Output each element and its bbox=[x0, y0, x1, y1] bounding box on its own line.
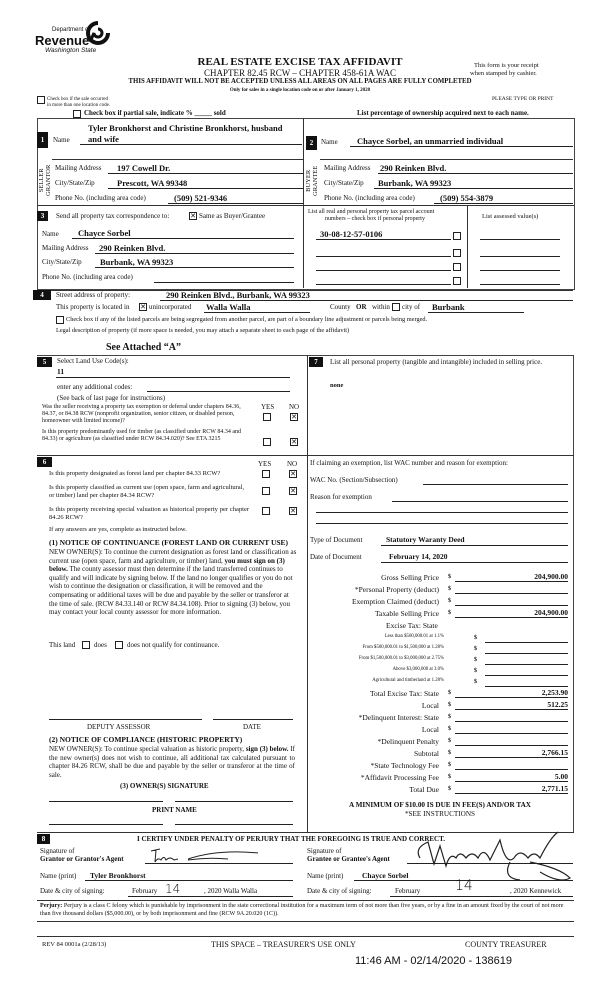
tax-row-label: Local bbox=[421, 725, 439, 734]
does-label: does bbox=[94, 641, 107, 649]
logo-mark-icon bbox=[85, 20, 111, 46]
see-attached: See Attached “A” bbox=[106, 342, 181, 353]
seller-phone-value[interactable]: (509) 521-9346 bbox=[174, 193, 228, 203]
tax-row-label: Gross Selling Price bbox=[381, 573, 439, 582]
section-badge-6: 6 bbox=[37, 457, 52, 467]
or-label: OR bbox=[356, 303, 367, 311]
perjury-top-rule bbox=[37, 900, 574, 901]
perjury-notice bbox=[40, 903, 574, 919]
currency-symbol: $ bbox=[448, 574, 451, 580]
treasurer-use-label: THIS SPACE – TREASURER'S USE ONLY bbox=[211, 940, 356, 949]
multi-location-label-1: Check box if the sale occurred bbox=[47, 97, 108, 102]
segregated-label: Check box if any of the listed parcels are being segregated from another parcel, are part of a boundary line adjustment or parcels being merged. bbox=[66, 316, 428, 323]
notice1-text-a: NEW OWNER(S): To continue the current designation as forest land or classification as current use (open space, farm and agriculture, or timber) land, bbox=[49, 548, 297, 565]
current-use-yes-checkbox[interactable] bbox=[262, 487, 270, 495]
print-name-line[interactable] bbox=[175, 824, 293, 825]
land-use-label: Select Land Use Code(s): bbox=[57, 357, 129, 365]
forest-land-question: Is this property designated as forest land per chapter 84.33 RCW? bbox=[49, 470, 221, 477]
form-number: REV 84 0001a (2/28/13) bbox=[42, 941, 107, 948]
grantee-date-month[interactable]: February bbox=[395, 887, 421, 895]
corr-mailing-value[interactable]: 290 Reinken Blvd. bbox=[99, 243, 166, 253]
parcel-line bbox=[316, 284, 451, 285]
wac-label: WAC No. (Section/Subsection) bbox=[310, 476, 398, 484]
buyer-city-label: City/State/Zip bbox=[324, 179, 364, 187]
seller-row-divider bbox=[52, 159, 303, 160]
currency-symbol: $ bbox=[474, 668, 477, 674]
section-badge-7: 7 bbox=[309, 357, 323, 367]
city-value[interactable]: Burbank bbox=[432, 302, 465, 312]
forest-no-checkbox[interactable]: ✕ bbox=[290, 470, 296, 478]
section3-divider bbox=[37, 205, 574, 206]
grantor-name-label: Name (print) bbox=[40, 872, 77, 880]
buyer-name-value[interactable]: Chayce Sorbel, an unmarried individual bbox=[357, 136, 504, 146]
currency-symbol: $ bbox=[448, 726, 451, 732]
deputy-assessor-label: DEPUTY ASSESSOR bbox=[87, 723, 151, 731]
county-label: County bbox=[330, 303, 351, 311]
historical-yes-checkbox[interactable] bbox=[262, 507, 270, 515]
form-warning: THIS AFFIDAVIT WILL NOT BE ACCEPTED UNLESS ALL AREAS ON ALL PAGES ARE FULLY COMPLETED bbox=[128, 78, 472, 85]
county-treasurer-label: COUNTY TREASURER bbox=[465, 940, 547, 949]
owner-signature-line[interactable] bbox=[49, 801, 163, 802]
currency-symbol: $ bbox=[474, 679, 477, 685]
buyer-phone-label: Phone No. (including area code) bbox=[324, 194, 415, 202]
section-badge-1: 1 bbox=[37, 132, 48, 148]
q2-yes-checkbox[interactable] bbox=[263, 438, 271, 446]
see-instructions-note: *SEE INSTRUCTIONS bbox=[404, 810, 476, 818]
grantor-date-month[interactable]: February bbox=[132, 887, 158, 895]
buyer-mailing-value[interactable]: 290 Reinken Blvd. bbox=[380, 163, 447, 173]
additional-codes-underline bbox=[147, 391, 290, 392]
seller-name-line1[interactable]: Tyler Bronkhorst and Christine Bronkhorst, husband bbox=[88, 123, 283, 133]
currency-symbol: $ bbox=[448, 598, 451, 604]
exemption-intro: If claiming an exemption, list WAC number and reason for exemption: bbox=[310, 459, 508, 467]
section-badge-3: 3 bbox=[37, 211, 48, 221]
grantor-sig-of: Signature of bbox=[40, 847, 75, 855]
seller-name-line2[interactable]: and wife bbox=[88, 134, 119, 144]
grantor-name-underline bbox=[85, 880, 293, 881]
tax-row-label: Agricultural and timberland at 1.28% bbox=[372, 678, 444, 683]
parcel-number[interactable]: 30-08-12-57-0106 bbox=[320, 229, 383, 239]
certify-statement: I CERTIFY UNDER PENALTY OF PERJURY THAT THE FOREGOING IS TRUE AND CORRECT. bbox=[137, 835, 446, 843]
seller-mailing-value[interactable]: 197 Cowell Dr. bbox=[117, 163, 171, 173]
grantor-agent-label: Grantor or Grantor's Agent bbox=[40, 855, 124, 863]
personal-property-label: List all personal property (tangible and intangible) included in selling price. bbox=[330, 358, 543, 366]
buyer-phone-underline bbox=[434, 203, 573, 204]
grantee-sig-of: Signature of bbox=[307, 847, 342, 855]
q1-yes-checkbox[interactable] bbox=[263, 413, 271, 421]
seller-city-label: City/State/Zip bbox=[55, 179, 95, 187]
currency-symbol: $ bbox=[448, 786, 451, 792]
doc-type-label: Type of Document bbox=[310, 536, 363, 544]
assessed-line bbox=[480, 256, 560, 257]
form-title: REAL ESTATE EXCISE TAX AFFIDAVIT bbox=[197, 56, 403, 68]
assessed-line bbox=[480, 284, 560, 285]
notice2-text-b: If the new owner(s) does not wish to continue, all additional tax calculated pursuant to chapter 84.26 RCW, shall be due and payable by the seller or transferor at the time of sale. bbox=[49, 745, 296, 779]
tax-row-line bbox=[455, 793, 568, 794]
corr-city-value[interactable]: Burbank, WA 99323 bbox=[100, 257, 174, 267]
doc-date-underline bbox=[381, 562, 568, 563]
seller-side-label-2: GRANTOR bbox=[44, 164, 52, 196]
corr-name-label: Name bbox=[42, 230, 59, 238]
does-not-label: does not qualify for continuance. bbox=[127, 641, 220, 649]
grantee-agent-label: Grantee or Grantee's Agent bbox=[307, 855, 390, 863]
street-underline bbox=[160, 300, 573, 301]
tax-row-line bbox=[455, 617, 568, 618]
tax-row-line bbox=[455, 757, 568, 758]
tax-row-label: From $500,000.01 to $1,500,000 at 1.28% bbox=[362, 645, 444, 650]
q2-no-checkbox[interactable]: ✕ bbox=[291, 438, 297, 446]
currency-symbol: $ bbox=[448, 738, 451, 744]
buyer-city-value[interactable]: Burbank, WA 99323 bbox=[378, 178, 452, 188]
minimum-due-note: A MINIMUM OF $10.00 IS DUE IN FEE(S) AND/OR TAX bbox=[349, 801, 531, 809]
grantee-signature[interactable] bbox=[410, 828, 575, 883]
tax-row-label: From $1,500,000.01 to $3,000,000 at 2.75% bbox=[358, 656, 444, 661]
excise-heading: Excise Tax: State bbox=[386, 621, 438, 630]
tax-row-line bbox=[455, 781, 568, 782]
currency-symbol: $ bbox=[474, 646, 477, 652]
print-name-label: PRINT NAME bbox=[152, 806, 197, 814]
section6-rule bbox=[37, 455, 574, 456]
unincorporated-label: unincorporated bbox=[149, 303, 192, 311]
city-checkbox[interactable] bbox=[392, 303, 400, 311]
parcel-line bbox=[316, 239, 451, 240]
city-underline bbox=[428, 312, 524, 313]
currency-symbol: $ bbox=[448, 774, 451, 780]
tax-row-label: *State Technology Fee bbox=[370, 761, 439, 770]
notice1-text-b: The county assessor must then determine if the land transferred continues to qualify and will indicate by signing below. If the land no longer qualifies or you do not wish to continue the designation or classification, it will be removed and the compensating or additional taxes will be due and payable by the seller or transferor at the time of sale. (RCW 84.33.140 or RCW 84.34.108). Prior to signing (3) below, you may contact your local county assessor for more information. bbox=[49, 565, 293, 617]
grantee-date-underline bbox=[390, 896, 573, 897]
print-name-line[interactable] bbox=[49, 824, 163, 825]
partial-sale-label: Check box if partial sale, indicate % _____ sold bbox=[84, 109, 226, 117]
tax-row-line bbox=[455, 605, 568, 606]
assessed-line bbox=[480, 239, 560, 240]
no-header: NO bbox=[287, 460, 298, 468]
tax-row-value[interactable]: 2,253.90 bbox=[541, 688, 568, 697]
exemption-question: Was the seller receiving a property tax exemption or deferral under chapters 84.36, 84.37, or 84.38 RCW (nonprofit organization, senior citizen, or disabled person, homeowner with limited income)? bbox=[42, 404, 241, 424]
tax-row-value[interactable]: 2,771.15 bbox=[541, 784, 568, 793]
tax-row-label: Local bbox=[421, 701, 439, 710]
personal-property-checkbox[interactable] bbox=[453, 277, 461, 285]
footer-rule bbox=[37, 936, 574, 937]
doc-type-underline bbox=[381, 545, 568, 546]
reason-input[interactable] bbox=[392, 501, 568, 502]
tax-row-line bbox=[455, 581, 568, 582]
tax-row-value[interactable]: 204,900.00 bbox=[534, 608, 568, 617]
buyer-city-underline bbox=[374, 188, 573, 189]
tax-row-label: Taxable Selling Price bbox=[374, 609, 439, 618]
timber-question: Is this property predominantly used for timber (as classified under RCW 84.34 and 84.33) or agriculture (as classified under RCW 84.34.020)? See ETA 3215 bbox=[42, 429, 242, 442]
assessed-line bbox=[480, 270, 560, 271]
tax-row-label: Exemption Claimed (deduct) bbox=[351, 597, 439, 606]
perjury-label: Perjury: bbox=[40, 903, 63, 909]
parcels-header-2: numbers – check box if personal property bbox=[325, 216, 425, 222]
reason-input-line2[interactable] bbox=[316, 512, 568, 513]
seller-side-label-1: SELLER bbox=[38, 168, 45, 193]
currency-symbol: $ bbox=[474, 657, 477, 663]
county-value[interactable]: Walla Walla bbox=[206, 302, 251, 312]
parcel-line bbox=[316, 270, 451, 271]
tax-row-label: Above $3,000,000 at 3.0% bbox=[392, 667, 444, 672]
currency-symbol: $ bbox=[448, 702, 451, 708]
logo-dept: Department of bbox=[52, 27, 91, 33]
forest-yes-checkbox[interactable] bbox=[262, 470, 270, 478]
seller-mailing-label: Mailing Address bbox=[55, 164, 102, 172]
this-land-label: This land bbox=[49, 641, 76, 649]
tax-row-label: *Affidavit Processing Fee bbox=[360, 773, 439, 782]
yes-header: YES bbox=[261, 403, 275, 411]
tax-row-line bbox=[455, 593, 568, 594]
doc-date-label: Date of Document bbox=[310, 553, 362, 561]
doc-date-value[interactable]: February 14, 2020 bbox=[389, 552, 448, 561]
only-for-note: Only for sales in a single location code on or after January 1, 2020 bbox=[229, 88, 371, 93]
buyer-phone-value[interactable]: (509) 554-3879 bbox=[440, 193, 494, 203]
notice2-text bbox=[49, 745, 295, 779]
perjury-bottom-rule bbox=[37, 921, 574, 922]
tax-row-line bbox=[485, 653, 568, 654]
logo-name: Revenue bbox=[35, 33, 90, 48]
tax-row-line bbox=[455, 769, 568, 770]
city-of-label: city of bbox=[402, 303, 421, 311]
notice1-text bbox=[49, 548, 299, 617]
corr-city-underline bbox=[95, 267, 294, 268]
date-line bbox=[213, 719, 293, 720]
corr-mailing-label: Mailing Address bbox=[42, 244, 89, 252]
section-badge-8: 8 bbox=[37, 834, 50, 844]
notice1-text-bold: you must sign on (3) below. bbox=[49, 556, 285, 574]
section-badge-4: 4 bbox=[33, 290, 51, 300]
within-label: within bbox=[372, 303, 390, 311]
grantor-signature-line bbox=[145, 863, 293, 864]
assessed-divider bbox=[467, 205, 468, 288]
buyer-side-label-2: GRANTEE bbox=[311, 165, 319, 196]
seller-name-label: Name bbox=[53, 136, 70, 144]
tax-row-line bbox=[455, 733, 568, 734]
currency-symbol: $ bbox=[448, 610, 451, 616]
seller-phone-underline bbox=[168, 203, 303, 204]
if-yes-note: If any answers are yes, complete as instructed below. bbox=[49, 526, 187, 533]
seller-side-label bbox=[39, 165, 53, 196]
tax-row-label: *Delinquent Penalty bbox=[377, 737, 439, 746]
segregated-checkbox[interactable] bbox=[56, 316, 64, 324]
tax-row-line bbox=[455, 745, 568, 746]
seller-phone-label: Phone No. (including area code) bbox=[55, 194, 146, 202]
corr-name-value[interactable]: Chayce Sorbel bbox=[78, 228, 131, 238]
current-use-question: Is this property classified as current use (open space, farm and agricultural, or timber) land per chapter 84.34 RCW? bbox=[49, 484, 245, 499]
currency-symbol: $ bbox=[448, 690, 451, 696]
yes-header: YES bbox=[258, 460, 272, 468]
tax-row-label: Subtotal bbox=[413, 749, 439, 758]
tax-row-line bbox=[455, 721, 568, 722]
corr-mailing-underline bbox=[95, 253, 294, 254]
tax-row-label: Total Due bbox=[409, 785, 439, 794]
grantee-date-year-city[interactable]: , 2020 Kennewick bbox=[510, 887, 562, 895]
grantor-name-value[interactable]: Tyler Bronkhorst bbox=[90, 871, 146, 880]
grantor-signature[interactable] bbox=[148, 845, 268, 865]
buyer-mailing-label: Mailing Address bbox=[324, 164, 371, 172]
tax-row-value[interactable]: 2,766.15 bbox=[541, 748, 568, 757]
tax-row-label: *Delinquent Interest: State bbox=[358, 713, 439, 722]
parcels-header-1: List all real and personal property tax parcel account bbox=[308, 209, 435, 215]
unincorporated-checkbox[interactable]: ✕ bbox=[140, 303, 146, 311]
notice1-title: (1) NOTICE OF CONTINUANCE (FOREST LAND OR CURRENT USE) bbox=[49, 538, 289, 547]
tax-row-line bbox=[485, 675, 568, 676]
tax-row-value[interactable]: 204,900.00 bbox=[534, 572, 568, 581]
tax-row-line bbox=[485, 686, 568, 687]
multi-location-checkbox[interactable] bbox=[37, 96, 45, 104]
historical-question: Is this property receiving special valuation as historical property per chapter 84.26 RCW? bbox=[49, 506, 249, 521]
land-use-code[interactable]: 11 bbox=[57, 367, 65, 376]
buyer-side-label bbox=[306, 166, 320, 196]
tax-row-label: Less than $500,000.01 at 1.1% bbox=[384, 634, 444, 639]
please-type: PLEASE TYPE OR PRINT bbox=[492, 96, 554, 102]
land-use-instructions: (See back of last page for instructions) bbox=[57, 394, 166, 402]
parties-divider bbox=[303, 118, 304, 288]
tax-row-line bbox=[485, 642, 568, 643]
section-badge-5: 5 bbox=[37, 357, 52, 367]
personal-property-checkbox[interactable] bbox=[453, 249, 461, 257]
logo-state: Washington State bbox=[45, 47, 97, 54]
grantee-signature-line bbox=[407, 863, 573, 864]
currency-symbol: $ bbox=[448, 586, 451, 592]
tax-row-value[interactable]: 5.00 bbox=[554, 772, 568, 781]
receipt-note-1: This form is your receipt bbox=[474, 62, 539, 69]
personal-property-checkbox[interactable] bbox=[453, 232, 461, 240]
personal-property-value[interactable]: none bbox=[330, 382, 344, 389]
seller-city-value[interactable]: Prescott, WA 99348 bbox=[117, 178, 188, 188]
historical-no-checkbox[interactable]: ✕ bbox=[290, 507, 296, 515]
corr-phone-label: Phone No. (including area code) bbox=[42, 273, 133, 281]
notice2-title: (2) NOTICE OF COMPLIANCE (HISTORIC PROPERTY) bbox=[49, 735, 243, 744]
tax-row-label: Total Excise Tax: State bbox=[369, 689, 439, 698]
doc-type-value[interactable]: Statutory Waranty Deed bbox=[386, 535, 465, 544]
currency-symbol: $ bbox=[448, 762, 451, 768]
land-use-underline bbox=[56, 377, 290, 378]
partial-sale-checkbox[interactable] bbox=[73, 110, 81, 118]
corr-phone-underline bbox=[154, 282, 294, 283]
date-label: DATE bbox=[243, 723, 261, 731]
grantee-name-label: Name (print) bbox=[307, 872, 344, 880]
seller-city-underline bbox=[108, 188, 303, 189]
grantee-name-value[interactable]: Chayce Sorbel bbox=[362, 871, 409, 880]
ownership-note: List percentage of ownership acquired next to each name. bbox=[357, 109, 529, 117]
personal-property-checkbox[interactable] bbox=[453, 263, 461, 271]
owner-signature-line[interactable] bbox=[175, 801, 293, 802]
q1-no-checkbox[interactable]: ✕ bbox=[291, 413, 297, 421]
buyer-name-label: Name bbox=[321, 138, 338, 146]
current-use-no-checkbox[interactable]: ✕ bbox=[290, 487, 296, 495]
receipt-stamp: 11:46 AM - 02/14/2020 - 138619 bbox=[355, 955, 512, 967]
notice2-text-a: NEW OWNER(S): To continue special valuation as historic property, bbox=[49, 745, 245, 753]
currency-symbol: $ bbox=[474, 635, 477, 641]
form-chapter: CHAPTER 82.45 RCW – CHAPTER 458-61A WAC bbox=[204, 68, 396, 78]
assessed-header: List assessed value(s) bbox=[482, 213, 539, 220]
multi-location-label-2: in more than one location code. bbox=[47, 103, 111, 108]
notice2-text-bold: sign (3) below. bbox=[245, 745, 289, 753]
additional-codes-label: enter any additional codes: bbox=[57, 383, 133, 391]
tax-row-line bbox=[455, 697, 568, 698]
parcel-line bbox=[316, 256, 451, 257]
county-underline bbox=[204, 312, 310, 313]
grantor-date-day[interactable]: 14 bbox=[165, 882, 181, 896]
seller-mailing-underline bbox=[108, 173, 303, 174]
does-not-qualify-checkbox[interactable] bbox=[115, 641, 123, 649]
deputy-line bbox=[49, 719, 202, 720]
seller-name-underline bbox=[80, 144, 302, 145]
tax-row-line bbox=[485, 664, 568, 665]
grantee-date-day[interactable]: 14 bbox=[455, 878, 473, 894]
grantee-date-label: Date & city of signing: bbox=[307, 887, 372, 895]
grantor-date-underline bbox=[128, 896, 293, 897]
sections-divider bbox=[307, 355, 308, 832]
corr-name-underline bbox=[72, 238, 294, 239]
currency-symbol: $ bbox=[448, 714, 451, 720]
corr-city-label: City/State/Zip bbox=[42, 258, 82, 266]
located-label: This property is located in bbox=[56, 303, 130, 311]
same-as-buyer-checkbox[interactable]: ✕ bbox=[190, 212, 196, 220]
section-badge-2: 2 bbox=[306, 136, 317, 150]
grantor-date-label: Date & city of signing: bbox=[40, 887, 105, 895]
buyer-side-label-1: BUYER bbox=[305, 169, 312, 192]
street-label: Street address of property: bbox=[56, 291, 131, 299]
tax-row-label: *Personal Property (deduct) bbox=[354, 585, 439, 594]
street-value[interactable]: 290 Reinken Blvd., Burbank, WA 99323 bbox=[166, 290, 310, 300]
reason-label: Reason for exemption bbox=[310, 493, 372, 501]
grantor-date-year-city[interactable]: , 2020 Walla Walla bbox=[204, 887, 258, 895]
tax-row-line bbox=[455, 709, 568, 710]
tax-row-value[interactable]: 512.25 bbox=[547, 700, 568, 709]
no-header: NO bbox=[289, 403, 300, 411]
receipt-note-2: when stamped by cashier. bbox=[470, 70, 537, 77]
buyer-mailing-underline bbox=[378, 173, 573, 174]
buyer-name-underline bbox=[350, 146, 573, 147]
wac-input[interactable] bbox=[423, 484, 568, 485]
correspondence-label: Send all property tax correspondence to: bbox=[56, 212, 170, 220]
does-qualify-checkbox[interactable] bbox=[82, 641, 90, 649]
currency-symbol: $ bbox=[448, 750, 451, 756]
reason-input-line3[interactable] bbox=[316, 523, 568, 524]
owner-signature-label: (3) OWNER(S) SIGNATURE bbox=[120, 782, 209, 790]
same-as-buyer-label: Same as Buyer/Grantee bbox=[199, 212, 266, 220]
legal-description-label: Legal description of property (if more space is needed, you may attach a separate sheet to each page of the affidavit) bbox=[56, 327, 350, 334]
perjury-text: Perjury is a class C felony which is punishable by imprisonment in the state correctional institution for a maximum term of not more than five years, or by a fine in an amount fixed by the court of not more than five thousand dollars ($5,000.00), or by both imprisonment and fine (RCW 9A.20.020 (1C)). bbox=[40, 903, 564, 917]
buyer-row-divider bbox=[320, 159, 573, 160]
